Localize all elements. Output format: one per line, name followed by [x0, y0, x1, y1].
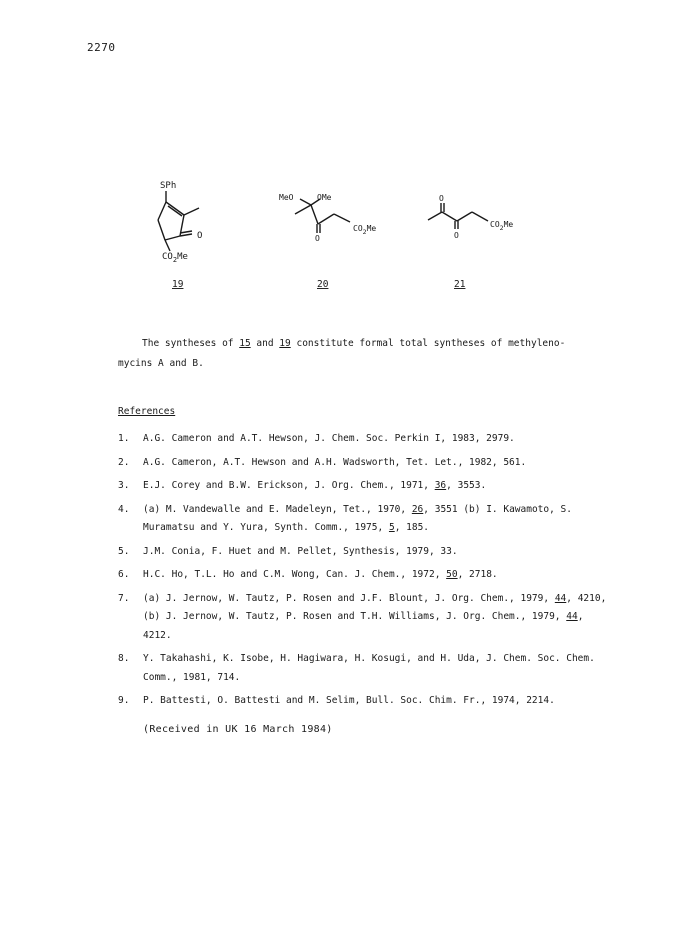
reference-segment: Y. Takahashi, K. Isobe, H. Hagiwara, H. Kosugi, and H. Uda, J. Chem. Soc. Chem. Comm., 1981, 714.: [143, 653, 595, 683]
c21-bond-4: [472, 212, 488, 221]
c19-oxo-label: O: [197, 231, 203, 241]
c19-bond-3: [165, 236, 180, 240]
c21-bond-3: [457, 212, 472, 221]
c20-meo-label: MeO: [279, 193, 294, 202]
reference-segment: , 3551 (b) I. Kawamoto, S. Muramatsu and Y. Yura, Synth. Comm., 1975,: [143, 503, 572, 533]
reference-segment: J.M. Conia, F. Huet and M. Pellet, Synthesis, 1979, 33.: [143, 545, 458, 557]
structures-svg: [0, 0, 680, 300]
reference-volume: 44: [566, 611, 578, 622]
reference-number: 4.: [118, 503, 130, 515]
reference-number: 7.: [118, 592, 130, 604]
reference-volume: 36: [434, 480, 447, 491]
para-part1: The syntheses of: [142, 338, 240, 349]
reference-segment: P. Battesti, O. Battesti and M. Selim, Bull. Soc. Chim. Fr., 1974, 2214.: [143, 695, 555, 706]
reference-number: 3.: [118, 480, 130, 491]
c21-bond-2: [442, 212, 457, 221]
references-list: [118, 430, 608, 716]
references-heading: References: [118, 406, 176, 417]
reference-item: [118, 430, 608, 449]
para-ref-19: 19: [279, 338, 291, 349]
reference-number: 8.: [118, 653, 130, 664]
c21-oxo-top-label: O: [439, 194, 444, 203]
c21-ester-label: [490, 220, 513, 232]
c20-bond-3: [318, 214, 334, 224]
reference-item: [118, 692, 608, 711]
reference-segment: E.J. Corey and B.W. Erickson, J. Org. Chem., 1971,: [143, 480, 435, 491]
c20-ester-co: CO: [353, 224, 363, 233]
reference-text: [143, 454, 608, 473]
c21-oxo-bottom-label: O: [454, 231, 459, 240]
chemical-structures-figure: [0, 0, 680, 300]
c20-bond-2: [311, 205, 318, 224]
reference-segment: , 3553.: [446, 480, 487, 491]
reference-number: 5.: [118, 545, 130, 557]
c20-oxo-label: O: [315, 234, 320, 243]
c21-bond-1: [428, 212, 442, 220]
reference-segment: , 4212.: [143, 611, 584, 641]
c19-oxo-bond-2: [180, 231, 192, 233]
c19-ester-bond: [165, 240, 170, 251]
para-part3: constitute formal total syntheses of methyleno-: [290, 338, 566, 349]
c20-ome-left: [300, 199, 311, 205]
reference-item: [118, 501, 608, 538]
reference-item: [118, 566, 608, 585]
c19-ester-sub: 2: [172, 256, 178, 264]
c21-ester-sub: 2: [499, 224, 504, 232]
compound-20-label: 20: [317, 279, 329, 290]
reference-text: [143, 650, 608, 687]
reference-number: 2.: [118, 456, 130, 468]
c20-ester-sub: 2: [362, 228, 367, 236]
c19-oxo-bond: [180, 234, 192, 236]
c21-ester-tail: Me: [503, 220, 514, 229]
compound-20-structure: [295, 199, 350, 233]
reference-segment: (a) M. Vandewalle and E. Madeleyn, Tet., 1970,: [143, 503, 412, 515]
c20-bond-1: [295, 205, 311, 214]
reference-text: [143, 692, 608, 711]
reference-text: [143, 566, 608, 585]
c19-bond-4: [158, 220, 165, 240]
c19-sph-label: SPh: [160, 181, 177, 191]
reference-segment: , 4210, (b) J. Jernow, W. Tautz, P. Rosen and T.H. Williams, J. Org. Chem., 1979,: [143, 592, 607, 622]
c20-bond-4: [334, 214, 350, 222]
compound-19-label: 19: [172, 279, 184, 290]
c19-bond-5: [158, 202, 166, 220]
reference-text: [143, 590, 608, 646]
reference-volume: 26: [411, 503, 424, 515]
c21-ester-co: CO: [490, 220, 500, 229]
reference-volume: 44: [554, 592, 567, 604]
compound-21-label: 21: [454, 279, 466, 290]
para-part4: mycins A and B.: [118, 358, 204, 369]
received-date: (Received in UK 16 March 1984): [143, 724, 333, 735]
c19-ester-label: [162, 252, 188, 264]
reference-text: [143, 477, 608, 496]
reference-number: 6.: [118, 569, 130, 580]
reference-segment: (a) J. Jernow, W. Tautz, P. Rosen and J.F. Blount, J. Org. Chem., 1979,: [143, 592, 555, 604]
reference-item: [118, 590, 608, 646]
c20-ome-label: OMe: [317, 193, 332, 202]
c19-ester-tail: Me: [177, 252, 188, 262]
para-part2: and: [250, 338, 280, 349]
compound-21-structure: [428, 203, 488, 229]
reference-item: [118, 650, 608, 687]
reference-segment: A.G. Cameron and A.T. Hewson, J. Chem. Soc. Perkin I, 1983, 2979.: [143, 433, 515, 444]
reference-text: [143, 543, 608, 562]
compound-19-structure: [158, 191, 199, 251]
page-number: 2270: [87, 41, 116, 54]
reference-segment: , 2718.: [457, 569, 498, 580]
reference-number: 1.: [118, 433, 130, 444]
para-ref-15: 15: [239, 338, 251, 349]
reference-segment: , 185.: [394, 522, 430, 533]
reference-item: [118, 543, 608, 562]
c19-ester-co: CO: [162, 252, 173, 262]
c20-ester-tail: Me: [366, 224, 377, 233]
reference-item: [118, 454, 608, 473]
reference-item: [118, 477, 608, 496]
reference-volume: 50: [446, 569, 458, 580]
reference-segment: A.G. Cameron, A.T. Hewson and A.H. Wadsworth, Tet. Let., 1982, 561.: [143, 456, 527, 468]
reference-segment: H.C. Ho, T.L. Ho and C.M. Wong, Can. J. Chem., 1972,: [143, 569, 447, 580]
reference-text: [143, 430, 608, 449]
c19-methyl-bond: [184, 208, 199, 215]
reference-text: [143, 501, 608, 538]
c20-ester-label: [353, 224, 376, 236]
reference-number: 9.: [118, 695, 130, 706]
reference-volume: 5: [388, 522, 395, 533]
c19-double-bond: [168, 206, 182, 216]
body-paragraph: [118, 334, 598, 374]
c19-bond-1: [166, 202, 184, 215]
